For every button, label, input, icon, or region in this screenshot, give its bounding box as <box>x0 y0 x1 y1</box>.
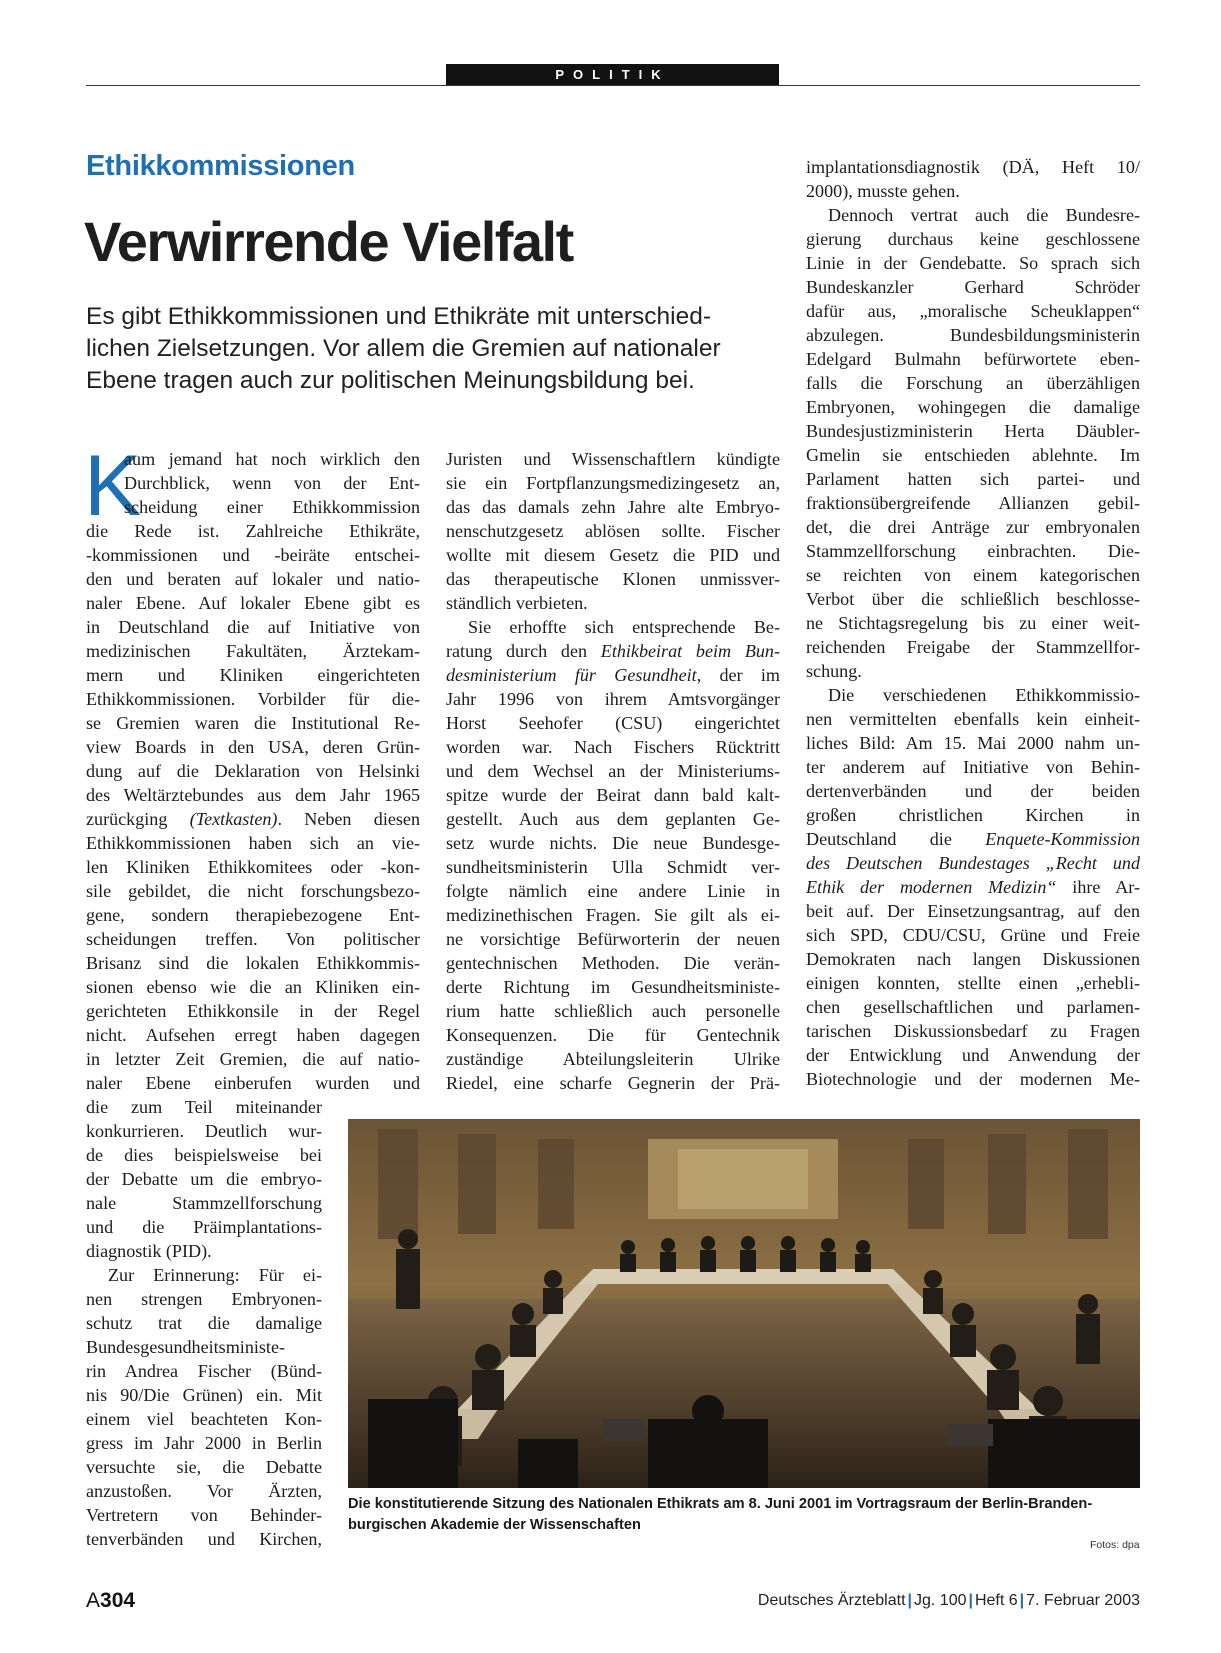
text-line: anzustoßen. Vor Ärzten, <box>86 1481 322 1501</box>
text-line: der Entwicklung und Anwendung der <box>806 1045 1140 1065</box>
footer-separator: | <box>968 1592 973 1609</box>
text-line: Horst Seehofer (CSU) eingerichtet <box>446 713 780 733</box>
text-line: diagnostik (PID). <box>86 1241 212 1261</box>
photo-caption <box>348 1494 1140 1536</box>
text-line: naler Ebene. Auf lokaler Ebene gibt es <box>86 593 420 613</box>
text-line: Die verschiedenen Ethikkommissio- <box>828 685 1140 705</box>
text-line: das therapeutische Klonen unmissver- <box>446 569 780 589</box>
article-deck <box>86 301 776 397</box>
text-line: Biotechnologie und der modernen Me- <box>806 1069 1140 1089</box>
text-line: ne Stichtagsregelung bis zu einer weit- <box>806 613 1140 633</box>
text-line: der Debatte um die embryo- <box>86 1169 322 1189</box>
text-line: Riedel, eine scharfe Gegnerin der Prä- <box>446 1073 780 1093</box>
text-line: abzulegen. Bundesbildungsministerin <box>806 325 1140 345</box>
text-line: scheidung einer Ethikkommission <box>124 497 420 517</box>
text-line: Ethikkommissionen haben sich an vie- <box>86 833 420 853</box>
text-line: Demokraten nach langen Diskussionen <box>806 949 1140 969</box>
text-line: dafür aus, „moralische Scheuklappen“ <box>806 301 1140 321</box>
text-line: gerichteten Ethikkonsile in der Regel <box>86 1001 420 1021</box>
text-line: gress im Jahr 2000 in Berlin <box>86 1433 322 1453</box>
text-line: Konsequenzen. Die für Gentechnik <box>446 1025 780 1045</box>
text-line: ständlich verbieten. <box>446 593 588 613</box>
text-line: setz wurde nichts. Die neue Bundesge- <box>446 833 780 853</box>
text-line: Bundesjustizministerin Herta Däubler- <box>806 421 1140 441</box>
text-line: tenverbänden und Kirchen, <box>86 1529 322 1549</box>
text-line: liches Bild: Am 15. Mai 2000 nahm un- <box>806 733 1140 753</box>
text-line: scheidungen treffen. Von politischer <box>86 929 420 949</box>
text-line: einigen konnten, stellte einen „erhebli- <box>806 973 1140 993</box>
text-line: nen strengen Embryonen- <box>86 1289 322 1309</box>
text-line: spitze wurde der Beirat dann bald kalt- <box>446 785 780 805</box>
text-line: ne vorsichtige Befürworterin der neuen <box>446 929 780 949</box>
text-line: nicht. Aufsehen erregt haben dagegen <box>86 1025 420 1045</box>
text-line: sie ein Fortpflanzungsmedizingesetz an, <box>446 473 780 493</box>
text-line: 2000), musste gehen. <box>806 181 960 201</box>
text-line: und dem Wechsel an der Ministeriums- <box>446 761 780 781</box>
text-line: Gmelin sie entschieden ablehnte. Im <box>806 445 1140 465</box>
text-line: Durchblick, wenn von der Ent- <box>124 473 420 493</box>
text-line: derte Richtung im Gesundheitsministe- <box>446 977 780 997</box>
text-line: Bundesgesundheitsministe- <box>86 1337 286 1357</box>
text-line: desministerium für Gesundheit, der im <box>446 665 780 685</box>
page-number <box>86 1589 135 1613</box>
text-line: Ethikkommissionen. Vorbilder für die- <box>86 689 420 709</box>
text-line: view Boards in den USA, deren Grün- <box>86 737 420 757</box>
text-line: falls die Forschung an überzähligen <box>806 373 1140 393</box>
text-line: de dies beispielsweise bei <box>86 1145 322 1165</box>
text-line: den und beraten auf lokaler und natio- <box>86 569 420 589</box>
deck-line: lichen Zielsetzungen. Vor allem die Gremien auf nationaler <box>86 335 721 362</box>
text-line: Ethik der modernen Medizin“ ihre Ar- <box>806 877 1140 897</box>
text-line: und die Präimplantations- <box>86 1217 322 1237</box>
text-line: gierung durchaus keine geschlossene <box>806 229 1140 249</box>
text-line: ratung durch den Ethikbeirat beim Bun- <box>446 641 780 661</box>
journal-issue: Heft 6 <box>974 1592 1018 1609</box>
text-line: aum jemand hat noch wirklich den <box>124 449 420 469</box>
footer-separator: | <box>907 1592 912 1609</box>
text-line: mern und Kliniken eingerichteten <box>86 665 420 685</box>
deck-line: Es gibt Ethikkommissionen und Ethikräte mit unterschied- <box>86 303 712 330</box>
text-line: se Gremien waren die Institutional Re- <box>86 713 420 733</box>
caption-line: burgischen Akademie der Wissenschaften <box>348 1517 641 1533</box>
text-line: Parlament hatten sich partei- und <box>806 469 1140 489</box>
caption-line: Die konstitutierende Sitzung des Nationalen Ethikrats am 8. Juni 2001 im Vortragsraum der Berlin-Branden- <box>348 1496 1093 1512</box>
journal-footer <box>758 1592 1140 1610</box>
text-line: dertenverbänden und der beiden <box>806 781 1140 801</box>
text-line: ter anderem auf Initiative von Behin- <box>806 757 1140 777</box>
text-line: se reichten von einem kategorischen <box>806 565 1140 585</box>
text-line: in letzter Zeit Gremien, die auf natio- <box>86 1049 420 1069</box>
page-prefix: A <box>86 1589 101 1612</box>
text-line: zurückging (Textkasten). Neben diesen <box>86 809 420 829</box>
text-line: schutz trat die damalige <box>86 1313 322 1333</box>
text-line: das das damals zehn Jahre alte Embryo- <box>446 497 780 517</box>
text-line: einem viel beachteten Kon- <box>86 1409 322 1429</box>
text-line: großen christlichen Kirchen in <box>806 805 1140 825</box>
article-headline: Verwirrende Vielfalt <box>84 210 573 273</box>
photo-credit: Fotos: dpa <box>1090 1539 1140 1551</box>
text-line: worden war. Nach Fischers Rücktritt <box>446 737 780 757</box>
body-column-2 <box>446 447 780 1095</box>
text-line: len Kliniken Ethikkomitees oder -kon- <box>86 857 420 877</box>
text-line: Juristen und Wissenschaftlern kündigte <box>446 449 780 469</box>
text-line: sundheitsministerin Ulla Schmidt ver- <box>446 857 780 877</box>
text-line: gene, sondern therapiebezogene Ent- <box>86 905 420 925</box>
text-line: des Deutschen Bundestages „Recht und <box>806 853 1140 873</box>
text-line: Edelgard Bulmahn befürwortete eben- <box>806 349 1140 369</box>
body-column-1 <box>84 438 420 1095</box>
text-line: Brisanz sind die lokalen Ethikkommis- <box>86 953 420 973</box>
text-line: gestellt. Auch aus dem geplanten Ge- <box>446 809 780 829</box>
page-number-value: 304 <box>100 1589 136 1612</box>
journal-volume: Jg. 100 <box>914 1592 967 1609</box>
deck-line: Ebene tragen auch zur politischen Meinungsbildung bei. <box>86 367 695 394</box>
text-line: versuchte sie, die Debatte <box>86 1457 322 1477</box>
text-line: Bundeskanzler Gerhard Schröder <box>806 277 1140 297</box>
text-line: Dennoch vertrat auch die Bundesre- <box>828 205 1140 225</box>
text-line: Zur Erinnerung: Für ei- <box>108 1265 322 1285</box>
text-line: beit auf. Der Einsetzungsantrag, auf den <box>806 901 1140 921</box>
text-line: sionen ebenso wie die an Kliniken ein- <box>86 977 420 997</box>
drop-cap: K <box>84 438 142 534</box>
text-line: die zum Teil miteinander <box>86 1097 322 1117</box>
meeting-photo-illustration <box>348 1119 1140 1488</box>
text-line: Stammzellforschung einbrachten. Die- <box>806 541 1140 561</box>
text-line: chen gesellschaftlichen und parlamen- <box>806 997 1140 1017</box>
text-line: dung auf die Deklaration von Helsinki <box>86 761 420 781</box>
text-line: fraktionsübergreifende Allianzen gebil- <box>806 493 1140 513</box>
section-label: POLITIK <box>446 64 779 85</box>
text-line: -kommissionen und -beiräte entschei- <box>86 545 420 565</box>
journal-date: 7. Februar 2003 <box>1026 1592 1140 1609</box>
text-line: des Weltärztebundes aus dem Jahr 1965 <box>86 785 420 805</box>
footer-separator: | <box>1019 1592 1025 1609</box>
text-line: nen vermittelten ebenfalls kein einheit- <box>806 709 1140 729</box>
text-line: naler Ebene einberufen wurden und <box>86 1073 420 1093</box>
text-line: wollte mit diesem Gesetz die PID und <box>446 545 780 565</box>
text-line: nale Stammzellforschung <box>86 1193 322 1213</box>
text-line: gentechnischen Methoden. Die verän- <box>446 953 780 973</box>
text-line: tarischen Diskussionsbedarf zu Fragen <box>806 1021 1140 1041</box>
text-line: sich SPD, CDU/CSU, Grüne und Freie <box>806 925 1140 945</box>
text-line: Embryonen, wohingegen die damalige <box>806 397 1140 417</box>
text-line: implantationsdiagnostik (DÄ, Heft 10/ <box>806 157 1140 177</box>
text-line: medizinischen Fakultäten, Ärztekam- <box>86 641 420 661</box>
text-line: rin Andrea Fischer (Bünd- <box>86 1361 322 1381</box>
text-line: zuständige Abteilungsleiterin Ulrike <box>446 1049 780 1069</box>
text-line: konkurrieren. Deutlich wur- <box>86 1121 322 1141</box>
text-line: Deutschland die Enquete-Kommission <box>806 829 1140 849</box>
text-line: schung. <box>806 661 862 681</box>
text-line: die Rede ist. Zahlreiche Ethikräte, <box>86 521 420 541</box>
text-line: folgte nämlich eine andere Linie in <box>446 881 780 901</box>
text-line: Verbot über die schließlich beschlosse- <box>806 589 1140 609</box>
text-line: Linie in der Gendebatte. So sprach sich <box>806 253 1140 273</box>
article-kicker: Ethikkommissionen <box>86 150 355 182</box>
text-line: rium hatte schließlich auch personelle <box>446 1001 780 1021</box>
journal-name: Deutsches Ärzteblatt <box>757 1592 906 1609</box>
text-line: nenschutzgesetz ablösen sollte. Fischer <box>446 521 780 541</box>
header-rule <box>86 85 1140 86</box>
text-line: Jahr 1996 von ihrem Amtsvorgänger <box>446 689 780 709</box>
meeting-photo <box>348 1119 1140 1488</box>
text-line: Sie erhoffte sich entsprechende Be- <box>468 617 780 637</box>
body-column-3 <box>806 155 1140 1091</box>
text-line: sile gebildet, die nicht forschungsbezo- <box>86 881 420 901</box>
body-column-1-lower <box>86 1095 322 1551</box>
text-line: medizinethischen Fragen. Sie gilt als ei- <box>446 905 780 925</box>
text-line: in Deutschland die auf Initiative von <box>86 617 420 637</box>
text-line: Vertretern von Behinder- <box>86 1505 322 1525</box>
text-line: reichenden Freigabe der Stammzellfor- <box>806 637 1140 657</box>
text-line: det, die drei Anträge zur embryonalen <box>806 517 1140 537</box>
text-line: nis 90/Die Grünen) ein. Mit <box>86 1385 322 1405</box>
